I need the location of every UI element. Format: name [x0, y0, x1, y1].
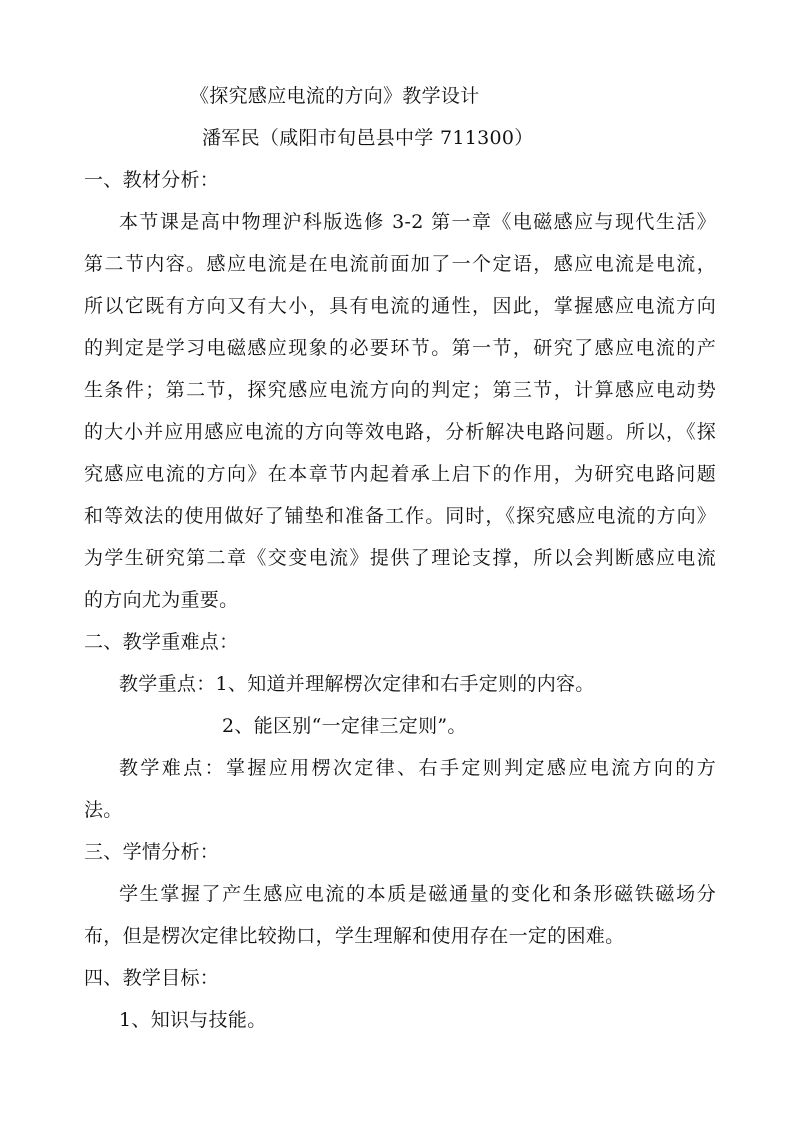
difficulty-line-2: 法。 [84, 799, 123, 821]
key-point-line-1: 教学重点：1、知道并理解楞次定律和右手定则的内容。 [119, 673, 595, 695]
section-heading-2: 二、教学重难点： [84, 631, 239, 653]
document-title: 《探究感应电流的方向》教学设计 [190, 85, 480, 107]
learner-analysis-line-2: 布，但是楞次定律比较拗口，学生理解和使用存在一定的困难。 [84, 925, 625, 947]
paragraph-line: 生条件；第二节，探究感应电流方向的判定；第三节，计算感应电动势 [84, 379, 716, 401]
author-line: 潘军民（咸阳市旬邑县中学 711300） [202, 127, 534, 149]
paragraph-line: 的方向尤为重要。 [84, 589, 239, 611]
difficulty-line-1: 教学难点：掌握应用楞次定律、右手定则判定感应电流方向的方 [119, 757, 716, 779]
objective-item-1: 1、知识与技能。 [119, 1009, 267, 1031]
paragraph-line: 第二节内容。感应电流是在电流前面加了一个定语，感应电流是电流， [84, 253, 716, 275]
section-heading-1: 一、教材分析： [84, 169, 220, 191]
learner-analysis-line-1: 学生掌握了产生感应电流的本质是磁通量的变化和条形磁铁磁场分 [119, 883, 716, 905]
key-point-line-2: 2、能区别“一定律三定则”。 [222, 715, 467, 737]
paragraph-line: 的判定是学习电磁感应现象的必要环节。第一节，研究了感应电流的产 [84, 337, 716, 359]
paragraph-line: 究感应电流的方向》在本章节内起着承上启下的作用，为研究电路问题 [84, 463, 716, 485]
paragraph-line: 本节课是高中物理沪科版选修 3-2 第一章《电磁感应与现代生活》 [119, 211, 716, 233]
section-heading-3: 三、学情分析： [84, 841, 220, 863]
paragraph-line: 为学生研究第二章《交变电流》提供了理论支撑，所以会判断感应电流 [84, 547, 716, 569]
paragraph-line: 和等效法的使用做好了铺垫和准备工作。同时，《探究感应电流的方向》 [84, 505, 716, 527]
section-heading-4: 四、教学目标： [84, 967, 220, 989]
paragraph-line: 所以它既有方向又有大小，具有电流的通性，因此，掌握感应电流方向 [84, 295, 716, 317]
paragraph-line: 的大小并应用感应电流的方向等效电路，分析解决电路问题。所以，《探 [84, 421, 716, 443]
